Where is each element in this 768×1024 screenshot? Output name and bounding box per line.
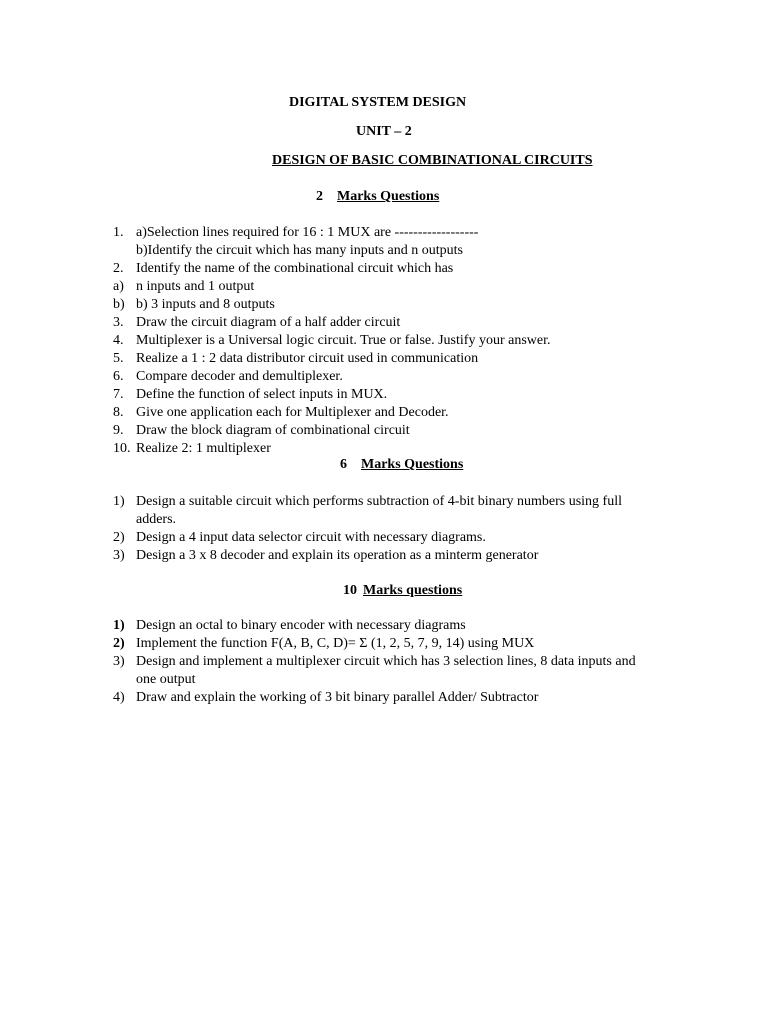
item-text: one output	[136, 672, 196, 687]
item-text: Realize 2: 1 multiplexer	[136, 441, 271, 456]
item-text: Design an octal to binary encoder with necessary diagrams	[136, 618, 466, 633]
item-text: Draw the circuit diagram of a half adder circuit	[136, 315, 401, 330]
list-item	[0, 278, 768, 296]
list-item	[0, 653, 768, 671]
list-item	[0, 242, 768, 260]
list-item	[0, 422, 768, 440]
section-10-marks-number: 10	[343, 583, 357, 598]
list-item	[0, 296, 768, 314]
item-number: 2)	[113, 636, 125, 651]
item-text: Identify the name of the combinational circuit which has	[136, 261, 454, 276]
list-item	[0, 404, 768, 422]
item-text: Compare decoder and demultiplexer.	[136, 369, 343, 384]
document-subtitle: DESIGN OF BASIC COMBINATIONAL CIRCUITS	[272, 153, 593, 168]
item-text: Define the function of select inputs in MUX.	[136, 387, 388, 402]
item-number: b)	[113, 297, 125, 312]
section-2-heading	[316, 188, 439, 206]
item-text: Design a 3 x 8 decoder and explain its operation as a minterm generator	[136, 548, 539, 563]
item-number: 7.	[113, 387, 124, 402]
item-number: 1.	[113, 225, 124, 240]
item-number: 1)	[113, 618, 125, 633]
item-number: 1)	[113, 494, 125, 509]
section-10-heading	[343, 582, 462, 600]
item-number: 2.	[113, 261, 124, 276]
item-text: Design a 4 input data selector circuit with necessary diagrams.	[136, 530, 486, 545]
section-6-heading	[340, 456, 463, 474]
list-item	[0, 547, 768, 565]
list-item	[0, 529, 768, 547]
item-text: b) 3 inputs and 8 outputs	[136, 297, 275, 312]
item-number: 2)	[113, 530, 125, 545]
item-number: a)	[113, 279, 124, 294]
section-6-marks-number: 6	[340, 457, 347, 472]
list-item	[0, 260, 768, 278]
list-item	[0, 368, 768, 386]
list-item	[0, 493, 768, 511]
list-item	[0, 314, 768, 332]
item-number: 3.	[113, 315, 124, 330]
item-text: Give one application each for Multiplexer and Decoder.	[136, 405, 449, 420]
item-text: Implement the function F(A, B, C, D)= Σ (1, 2, 5, 7, 9, 14) using MUX	[136, 636, 535, 651]
list-item	[0, 635, 768, 653]
item-text: b)Identify the circuit which has many inputs and n outputs	[136, 243, 463, 258]
item-number: 9.	[113, 423, 124, 438]
list-item	[0, 350, 768, 368]
item-number: 5.	[113, 351, 124, 366]
item-text: Draw the block diagram of combinational circuit	[136, 423, 410, 438]
list-item	[0, 224, 768, 242]
item-text: n inputs and 1 output	[136, 279, 255, 294]
item-text: Design and implement a multiplexer circuit which has 3 selection lines, 8 data inputs and	[136, 654, 636, 669]
item-number: 6.	[113, 369, 124, 384]
item-text: Realize a 1 : 2 data distributor circuit used in communication	[136, 351, 479, 366]
item-number: 3)	[113, 654, 125, 669]
list-item	[0, 671, 768, 689]
list-item	[0, 511, 768, 529]
item-number: 4)	[113, 690, 125, 705]
list-item	[0, 332, 768, 350]
list-item	[0, 617, 768, 635]
item-text: Draw and explain the working of 3 bit binary parallel Adder/ Subtractor	[136, 690, 539, 705]
section-10-heading-text: Marks questions	[363, 583, 463, 598]
item-text: adders.	[136, 512, 177, 527]
item-number: 8.	[113, 405, 124, 420]
section-2-heading-text: Marks Questions	[337, 189, 440, 204]
item-number: 10.	[113, 441, 131, 456]
section-6-heading-text: Marks Questions	[361, 457, 464, 472]
section-2-marks-number: 2	[316, 189, 323, 204]
document-title: DIGITAL SYSTEM DESIGN	[289, 95, 467, 110]
unit-heading: UNIT – 2	[356, 124, 412, 139]
item-text: Design a suitable circuit which performs subtraction of 4-bit binary numbers using full	[136, 494, 623, 509]
list-item	[0, 689, 768, 707]
item-number: 3)	[113, 548, 125, 563]
item-text: Multiplexer is a Universal logic circuit. True or false. Justify your answer.	[136, 333, 551, 348]
item-text: a)Selection lines required for 16 : 1 MUX are ------------------	[136, 225, 479, 240]
list-item	[0, 386, 768, 404]
item-number: 4.	[113, 333, 124, 348]
